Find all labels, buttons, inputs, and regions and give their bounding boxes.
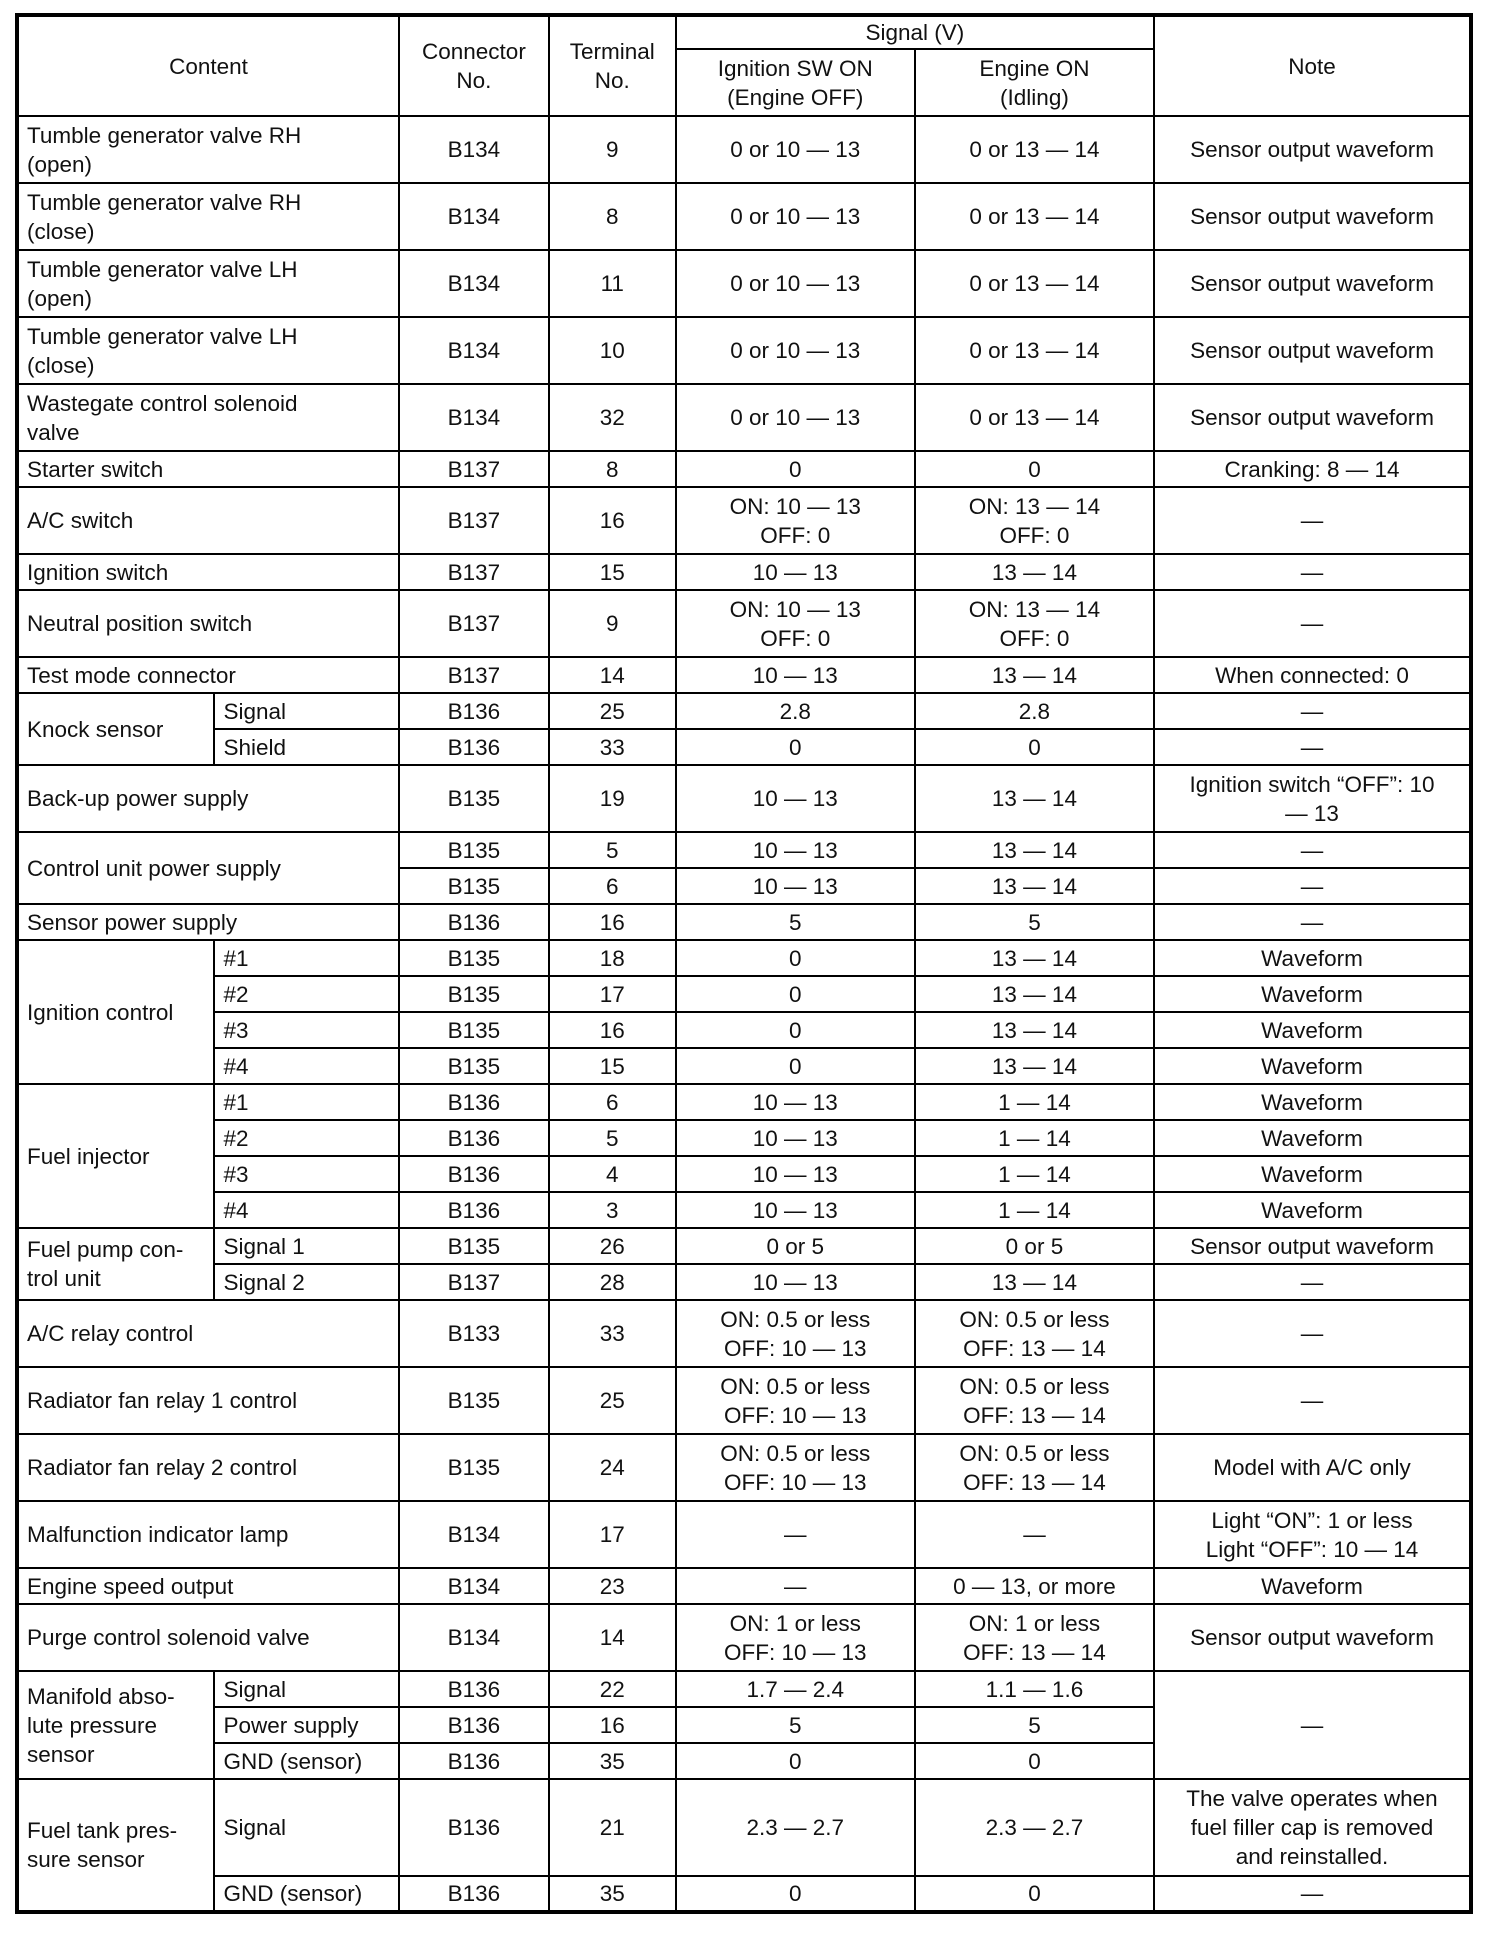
- table-row: [17, 693, 1471, 729]
- engine-on-cell: 0 or 13 — 14: [915, 250, 1154, 317]
- content-cell: Radiator fan relay 2 control: [17, 1434, 399, 1501]
- connector-cell: B137: [399, 590, 549, 657]
- ignition-sw-on-cell: 10 — 13: [676, 657, 915, 693]
- content-cell: Manifold abso- lute pressure sensor: [17, 1671, 214, 1779]
- ignition-sw-on-cell: 0: [676, 1743, 915, 1779]
- engine-on-cell: 0: [915, 1743, 1154, 1779]
- terminal-cell: 19: [549, 765, 676, 832]
- terminal-cell: 15: [549, 1048, 676, 1084]
- ignition-sw-on-cell: 10 — 13: [676, 1264, 915, 1300]
- table-row: [17, 904, 1471, 940]
- engine-on-cell: ON: 0.5 or less OFF: 13 — 14: [915, 1367, 1154, 1434]
- table-row: [17, 765, 1471, 832]
- sub-content-cell: GND (sensor): [214, 1876, 399, 1912]
- content-cell: A/C relay control: [17, 1300, 399, 1367]
- table-row: [17, 1604, 1471, 1671]
- header-signal: Signal (V): [676, 15, 1154, 49]
- header-engine-on: Engine ON (Idling): [915, 49, 1154, 116]
- connector-cell: B135: [399, 976, 549, 1012]
- terminal-cell: 17: [549, 1501, 676, 1568]
- engine-on-cell: 5: [915, 1707, 1154, 1743]
- terminal-cell: 24: [549, 1434, 676, 1501]
- note-cell: Model with A/C only: [1154, 1434, 1471, 1501]
- table-row: [17, 1012, 1471, 1048]
- content-cell: Back-up power supply: [17, 765, 399, 832]
- note-cell: —: [1154, 590, 1471, 657]
- table-row: [17, 1264, 1471, 1300]
- note-cell: Cranking: 8 — 14: [1154, 451, 1471, 487]
- note-cell: Waveform: [1154, 940, 1471, 976]
- note-cell: Waveform: [1154, 976, 1471, 1012]
- note-cell: Waveform: [1154, 1156, 1471, 1192]
- header-terminal: Terminal No.: [549, 15, 676, 116]
- terminal-cell: 16: [549, 1707, 676, 1743]
- connector-cell: B136: [399, 1779, 549, 1876]
- ignition-sw-on-cell: 10 — 13: [676, 1192, 915, 1228]
- ignition-sw-on-cell: 0 or 5: [676, 1228, 915, 1264]
- table-row: [17, 116, 1471, 183]
- table-row: [17, 1779, 1471, 1876]
- note-cell: Waveform: [1154, 1568, 1471, 1604]
- connector-cell: B137: [399, 487, 549, 554]
- connector-cell: B135: [399, 940, 549, 976]
- content-cell: A/C switch: [17, 487, 399, 554]
- sub-content-cell: #4: [214, 1048, 399, 1084]
- connector-cell: B137: [399, 657, 549, 693]
- connector-cell: B136: [399, 1743, 549, 1779]
- ignition-sw-on-cell: 10 — 13: [676, 832, 915, 868]
- connector-cell: B133: [399, 1300, 549, 1367]
- sub-content-cell: #1: [214, 940, 399, 976]
- sub-content-cell: Signal 2: [214, 1264, 399, 1300]
- terminal-cell: 35: [549, 1743, 676, 1779]
- sub-content-cell: #3: [214, 1156, 399, 1192]
- ignition-sw-on-cell: —: [676, 1568, 915, 1604]
- connector-cell: B136: [399, 1876, 549, 1912]
- table-row: [17, 1501, 1471, 1568]
- ignition-sw-on-cell: 5: [676, 1707, 915, 1743]
- header-ignition-sw-on: Ignition SW ON (Engine OFF): [676, 49, 915, 116]
- terminal-cell: 16: [549, 1012, 676, 1048]
- table-row: [17, 1876, 1471, 1912]
- ignition-sw-on-cell: 5: [676, 904, 915, 940]
- connector-cell: B135: [399, 868, 549, 904]
- ignition-sw-on-cell: 0 or 10 — 13: [676, 116, 915, 183]
- terminal-cell: 8: [549, 451, 676, 487]
- header-content: Content: [17, 15, 399, 116]
- connector-cell: B134: [399, 1568, 549, 1604]
- engine-on-cell: 0 or 13 — 14: [915, 317, 1154, 384]
- sub-content-cell: #3: [214, 1012, 399, 1048]
- sub-content-cell: #2: [214, 976, 399, 1012]
- connector-cell: B136: [399, 1084, 549, 1120]
- connector-cell: B136: [399, 1192, 549, 1228]
- ignition-sw-on-cell: 10 — 13: [676, 1120, 915, 1156]
- ignition-sw-on-cell: 0: [676, 451, 915, 487]
- sub-content-cell: Power supply: [214, 1707, 399, 1743]
- header-connector: Connector No.: [399, 15, 549, 116]
- ignition-sw-on-cell: —: [676, 1501, 915, 1568]
- engine-on-cell: 0 or 13 — 14: [915, 183, 1154, 250]
- engine-on-cell: 13 — 14: [915, 940, 1154, 976]
- ignition-sw-on-cell: 2.8: [676, 693, 915, 729]
- connector-cell: B135: [399, 765, 549, 832]
- engine-on-cell: 0: [915, 1876, 1154, 1912]
- content-cell: Tumble generator valve RH (close): [17, 183, 399, 250]
- terminal-cell: 3: [549, 1192, 676, 1228]
- connector-cell: B135: [399, 832, 549, 868]
- sub-content-cell: #2: [214, 1120, 399, 1156]
- engine-on-cell: 13 — 14: [915, 976, 1154, 1012]
- note-cell: Sensor output waveform: [1154, 1604, 1471, 1671]
- connector-cell: B135: [399, 1367, 549, 1434]
- table-row: [17, 729, 1471, 765]
- connector-cell: B136: [399, 1671, 549, 1707]
- connector-cell: B134: [399, 116, 549, 183]
- terminal-cell: 26: [549, 1228, 676, 1264]
- connector-cell: B134: [399, 183, 549, 250]
- terminal-cell: 15: [549, 554, 676, 590]
- terminal-cell: 35: [549, 1876, 676, 1912]
- connector-cell: B136: [399, 1707, 549, 1743]
- content-cell: Fuel pump con- trol unit: [17, 1228, 214, 1300]
- engine-on-cell: ON: 1 or less OFF: 13 — 14: [915, 1604, 1154, 1671]
- ignition-sw-on-cell: 1.7 — 2.4: [676, 1671, 915, 1707]
- note-cell: Sensor output waveform: [1154, 1228, 1471, 1264]
- connector-cell: B135: [399, 1012, 549, 1048]
- note-cell: Waveform: [1154, 1012, 1471, 1048]
- ignition-sw-on-cell: 0 or 10 — 13: [676, 183, 915, 250]
- terminal-cell: 5: [549, 832, 676, 868]
- connector-cell: B137: [399, 554, 549, 590]
- ignition-sw-on-cell: 10 — 13: [676, 554, 915, 590]
- ignition-sw-on-cell: 0: [676, 1876, 915, 1912]
- connector-cell: B136: [399, 729, 549, 765]
- note-cell: The valve operates when fuel filler cap is removed and reinstalled.: [1154, 1779, 1471, 1876]
- engine-on-cell: ON: 0.5 or less OFF: 13 — 14: [915, 1434, 1154, 1501]
- table-row: [17, 250, 1471, 317]
- table-row: [17, 451, 1471, 487]
- content-cell: Fuel tank pres- sure sensor: [17, 1779, 214, 1912]
- terminal-cell: 6: [549, 1084, 676, 1120]
- terminal-cell: 33: [549, 729, 676, 765]
- ignition-sw-on-cell: 0: [676, 1012, 915, 1048]
- engine-on-cell: 13 — 14: [915, 1012, 1154, 1048]
- engine-on-cell: 0 or 13 — 14: [915, 116, 1154, 183]
- connector-cell: B134: [399, 384, 549, 451]
- engine-on-cell: ON: 0.5 or less OFF: 13 — 14: [915, 1300, 1154, 1367]
- terminal-cell: 25: [549, 1367, 676, 1434]
- table-row: [17, 487, 1471, 554]
- note-cell: Ignition switch “OFF”: 10 — 13: [1154, 765, 1471, 832]
- note-cell: —: [1154, 1671, 1471, 1779]
- content-cell: Control unit power supply: [17, 832, 399, 904]
- sub-content-cell: GND (sensor): [214, 1743, 399, 1779]
- note-cell: —: [1154, 487, 1471, 554]
- table-row: [17, 657, 1471, 693]
- note-cell: —: [1154, 554, 1471, 590]
- content-cell: Neutral position switch: [17, 590, 399, 657]
- table-row: [17, 1568, 1471, 1604]
- connector-cell: B136: [399, 693, 549, 729]
- note-cell: —: [1154, 868, 1471, 904]
- terminal-cell: 6: [549, 868, 676, 904]
- connector-cell: B135: [399, 1048, 549, 1084]
- connector-cell: B136: [399, 904, 549, 940]
- terminal-cell: 33: [549, 1300, 676, 1367]
- note-cell: When connected: 0: [1154, 657, 1471, 693]
- terminal-voltage-table: [15, 13, 1473, 1914]
- engine-on-cell: 1 — 14: [915, 1084, 1154, 1120]
- ignition-sw-on-cell: 0 or 10 — 13: [676, 317, 915, 384]
- note-cell: —: [1154, 1876, 1471, 1912]
- note-cell: —: [1154, 693, 1471, 729]
- terminal-cell: 23: [549, 1568, 676, 1604]
- table-row: [17, 976, 1471, 1012]
- table-row: [17, 1048, 1471, 1084]
- terminal-cell: 18: [549, 940, 676, 976]
- terminal-cell: 32: [549, 384, 676, 451]
- engine-on-cell: 2.8: [915, 693, 1154, 729]
- engine-on-cell: 13 — 14: [915, 868, 1154, 904]
- ignition-sw-on-cell: 10 — 13: [676, 765, 915, 832]
- content-cell: Sensor power supply: [17, 904, 399, 940]
- terminal-cell: 9: [549, 116, 676, 183]
- engine-on-cell: 13 — 14: [915, 1264, 1154, 1300]
- ignition-sw-on-cell: 10 — 13: [676, 1084, 915, 1120]
- note-cell: —: [1154, 729, 1471, 765]
- sub-content-cell: #1: [214, 1084, 399, 1120]
- engine-on-cell: 1 — 14: [915, 1192, 1154, 1228]
- table-body: [17, 116, 1471, 1912]
- engine-on-cell: 1 — 14: [915, 1120, 1154, 1156]
- connector-cell: B134: [399, 1501, 549, 1568]
- content-cell: Malfunction indicator lamp: [17, 1501, 399, 1568]
- ignition-sw-on-cell: ON: 10 — 13 OFF: 0: [676, 487, 915, 554]
- content-cell: Purge control solenoid valve: [17, 1604, 399, 1671]
- terminal-cell: 16: [549, 487, 676, 554]
- ignition-sw-on-cell: ON: 0.5 or less OFF: 10 — 13: [676, 1367, 915, 1434]
- note-cell: Sensor output waveform: [1154, 384, 1471, 451]
- connector-cell: B135: [399, 1434, 549, 1501]
- content-cell: Ignition control: [17, 940, 214, 1084]
- sub-content-cell: #4: [214, 1192, 399, 1228]
- table-row: [17, 1120, 1471, 1156]
- engine-on-cell: 13 — 14: [915, 554, 1154, 590]
- table-row: [17, 183, 1471, 250]
- engine-on-cell: —: [915, 1501, 1154, 1568]
- connector-cell: B134: [399, 317, 549, 384]
- note-cell: —: [1154, 904, 1471, 940]
- terminal-cell: 17: [549, 976, 676, 1012]
- ignition-sw-on-cell: 0: [676, 976, 915, 1012]
- ignition-sw-on-cell: 0 or 10 — 13: [676, 384, 915, 451]
- note-cell: Sensor output waveform: [1154, 183, 1471, 250]
- note-cell: —: [1154, 1264, 1471, 1300]
- engine-on-cell: 13 — 14: [915, 832, 1154, 868]
- table-row: [17, 384, 1471, 451]
- engine-on-cell: 0: [915, 729, 1154, 765]
- ignition-sw-on-cell: 0: [676, 729, 915, 765]
- ignition-sw-on-cell: 2.3 — 2.7: [676, 1779, 915, 1876]
- content-cell: Test mode connector: [17, 657, 399, 693]
- content-cell: Fuel injector: [17, 1084, 214, 1228]
- note-cell: —: [1154, 1300, 1471, 1367]
- engine-on-cell: 2.3 — 2.7: [915, 1779, 1154, 1876]
- note-cell: Waveform: [1154, 1048, 1471, 1084]
- ignition-sw-on-cell: 10 — 13: [676, 1156, 915, 1192]
- table-row: [17, 1156, 1471, 1192]
- table-row: [17, 554, 1471, 590]
- engine-on-cell: 13 — 14: [915, 657, 1154, 693]
- note-cell: Sensor output waveform: [1154, 317, 1471, 384]
- engine-on-cell: 0 or 5: [915, 1228, 1154, 1264]
- ignition-sw-on-cell: ON: 10 — 13 OFF: 0: [676, 590, 915, 657]
- note-cell: Light “ON”: 1 or less Light “OFF”: 10 — 14: [1154, 1501, 1471, 1568]
- connector-cell: B135: [399, 1228, 549, 1264]
- connector-cell: B134: [399, 250, 549, 317]
- table-row: [17, 1084, 1471, 1120]
- content-cell: Tumble generator valve LH (close): [17, 317, 399, 384]
- terminal-cell: 5: [549, 1120, 676, 1156]
- engine-on-cell: 5: [915, 904, 1154, 940]
- terminal-cell: 10: [549, 317, 676, 384]
- connector-cell: B137: [399, 451, 549, 487]
- note-cell: Sensor output waveform: [1154, 250, 1471, 317]
- engine-on-cell: 0: [915, 451, 1154, 487]
- ignition-sw-on-cell: ON: 0.5 or less OFF: 10 — 13: [676, 1300, 915, 1367]
- content-cell: Starter switch: [17, 451, 399, 487]
- engine-on-cell: 1 — 14: [915, 1156, 1154, 1192]
- content-cell: Tumble generator valve LH (open): [17, 250, 399, 317]
- terminal-cell: 9: [549, 590, 676, 657]
- engine-on-cell: 1.1 — 1.6: [915, 1671, 1154, 1707]
- terminal-cell: 14: [549, 1604, 676, 1671]
- note-cell: Waveform: [1154, 1120, 1471, 1156]
- ignition-sw-on-cell: 0: [676, 1048, 915, 1084]
- table-row: [17, 1434, 1471, 1501]
- sub-content-cell: Signal: [214, 1779, 399, 1876]
- sub-content-cell: Shield: [214, 729, 399, 765]
- terminal-cell: 28: [549, 1264, 676, 1300]
- ignition-sw-on-cell: ON: 0.5 or less OFF: 10 — 13: [676, 1434, 915, 1501]
- header-note: Note: [1154, 15, 1471, 116]
- table-row: [17, 1300, 1471, 1367]
- ignition-sw-on-cell: 0 or 10 — 13: [676, 250, 915, 317]
- table-row: [17, 1228, 1471, 1264]
- content-cell: Radiator fan relay 1 control: [17, 1367, 399, 1434]
- content-cell: Tumble generator valve RH (open): [17, 116, 399, 183]
- sub-content-cell: Signal: [214, 693, 399, 729]
- connector-cell: B136: [399, 1120, 549, 1156]
- note-cell: Waveform: [1154, 1192, 1471, 1228]
- note-cell: Sensor output waveform: [1154, 116, 1471, 183]
- note-cell: —: [1154, 1367, 1471, 1434]
- table-row: [17, 832, 1471, 868]
- terminal-cell: 8: [549, 183, 676, 250]
- engine-on-cell: ON: 13 — 14 OFF: 0: [915, 590, 1154, 657]
- note-cell: —: [1154, 832, 1471, 868]
- engine-on-cell: 13 — 14: [915, 765, 1154, 832]
- terminal-cell: 21: [549, 1779, 676, 1876]
- engine-on-cell: 0 or 13 — 14: [915, 384, 1154, 451]
- content-cell: Knock sensor: [17, 693, 214, 765]
- connector-cell: B137: [399, 1264, 549, 1300]
- content-cell: Engine speed output: [17, 1568, 399, 1604]
- ignition-sw-on-cell: ON: 1 or less OFF: 10 — 13: [676, 1604, 915, 1671]
- engine-on-cell: 13 — 14: [915, 1048, 1154, 1084]
- engine-on-cell: ON: 13 — 14 OFF: 0: [915, 487, 1154, 554]
- terminal-cell: 16: [549, 904, 676, 940]
- content-cell: Ignition switch: [17, 554, 399, 590]
- terminal-cell: 11: [549, 250, 676, 317]
- terminal-cell: 22: [549, 1671, 676, 1707]
- terminal-cell: 14: [549, 657, 676, 693]
- note-cell: Waveform: [1154, 1084, 1471, 1120]
- sub-content-cell: Signal 1: [214, 1228, 399, 1264]
- connector-cell: B136: [399, 1156, 549, 1192]
- table-row: [17, 317, 1471, 384]
- table-row: [17, 1671, 1471, 1707]
- content-cell: Wastegate control solenoid valve: [17, 384, 399, 451]
- engine-on-cell: 0 — 13, or more: [915, 1568, 1154, 1604]
- ignition-sw-on-cell: 0: [676, 940, 915, 976]
- connector-cell: B134: [399, 1604, 549, 1671]
- ignition-sw-on-cell: 10 — 13: [676, 868, 915, 904]
- table-row: [17, 1367, 1471, 1434]
- sub-content-cell: Signal: [214, 1671, 399, 1707]
- table-row: [17, 940, 1471, 976]
- table-row: [17, 1192, 1471, 1228]
- table-row: [17, 590, 1471, 657]
- terminal-cell: 4: [549, 1156, 676, 1192]
- terminal-cell: 25: [549, 693, 676, 729]
